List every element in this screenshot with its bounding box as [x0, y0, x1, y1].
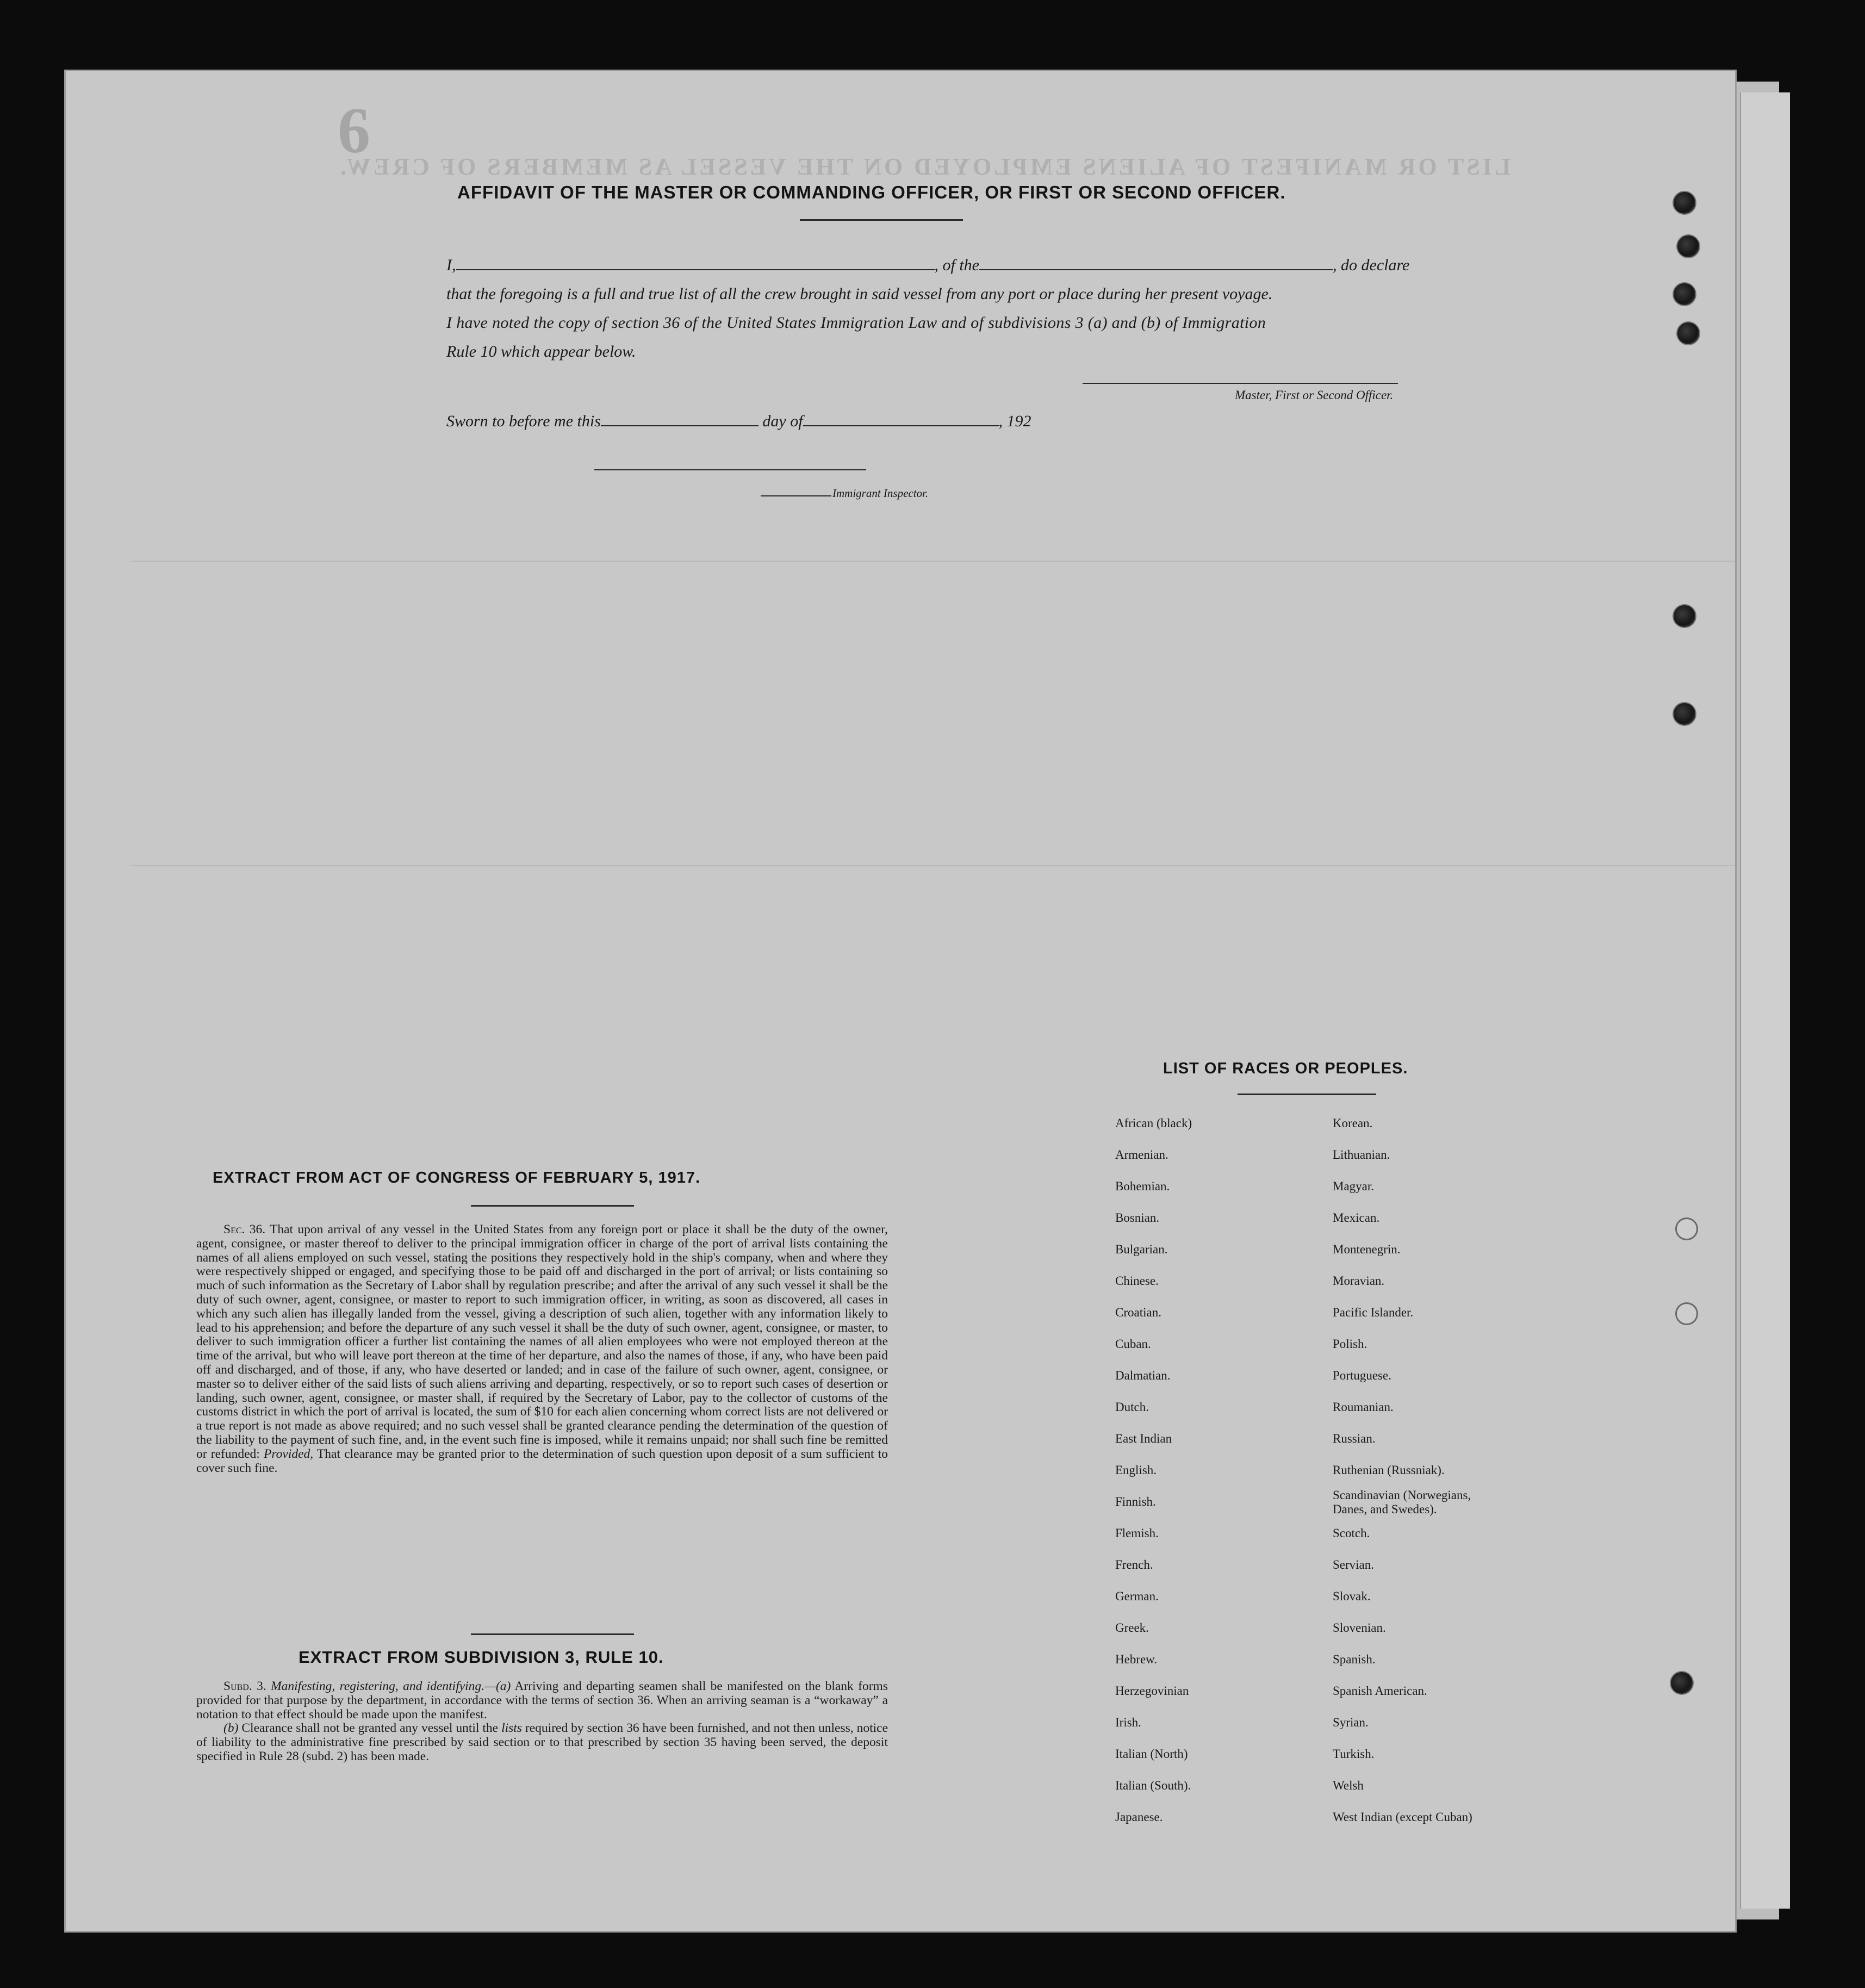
- race-item: Moravian.: [1333, 1274, 1385, 1288]
- inspector-signature-line-short: [761, 495, 831, 496]
- sworn-day-field[interactable]: [601, 425, 759, 426]
- punch-hole: [1670, 1671, 1694, 1695]
- race-item: Ruthenian (Russniak).: [1333, 1463, 1445, 1477]
- punch-hole: [1676, 234, 1700, 258]
- race-item: Greek.: [1115, 1621, 1149, 1635]
- punch-hole-ring: [1675, 1302, 1698, 1325]
- race-item: Mexican.: [1333, 1211, 1380, 1225]
- bleed-through-rule: [131, 865, 1737, 866]
- inspector-signature-line[interactable]: [594, 469, 866, 470]
- races-title: LIST OF RACES OR PEOPLES.: [1163, 1060, 1408, 1077]
- affidavit-i-label: I,: [446, 256, 456, 274]
- race-item: West Indian (except Cuban): [1333, 1810, 1472, 1824]
- back-sheet-edge-inner: [1740, 92, 1790, 1909]
- affidavit-title-rule: [800, 219, 963, 221]
- race-item: Spanish.: [1333, 1652, 1376, 1666]
- race-item: Portuguese.: [1333, 1369, 1391, 1382]
- race-item: Bohemian.: [1115, 1179, 1170, 1193]
- affidavit-line-1: [446, 256, 1409, 275]
- race-item: Welsh: [1333, 1779, 1364, 1792]
- race-item: Spanish American.: [1333, 1684, 1427, 1698]
- race-item: Dalmatian.: [1115, 1369, 1171, 1382]
- race-item: Italian (South).: [1115, 1779, 1191, 1792]
- year-label: , 192: [998, 412, 1031, 430]
- extract-rule-title: EXTRACT FROM SUBDIVISION 3, RULE 10.: [299, 1648, 664, 1667]
- manifest-page: [64, 70, 1737, 1933]
- race-item: French.: [1115, 1558, 1153, 1571]
- race-item: Chinese.: [1115, 1274, 1159, 1288]
- race-item: Finnish.: [1115, 1495, 1156, 1508]
- race-item: East Indian: [1115, 1432, 1172, 1445]
- provided-label: Provided,: [263, 1446, 314, 1461]
- affidavit-line-4: Rule 10 which appear below.: [446, 343, 636, 361]
- punch-hole: [1673, 191, 1696, 215]
- affidavit-line-3: I have noted the copy of section 36 of the United States Immigration Law and of subdivisions 3 (a) and (b) of Immigration: [446, 314, 1266, 332]
- race-item: Croatian.: [1115, 1306, 1161, 1319]
- master-name-field[interactable]: [456, 269, 935, 270]
- affidavit-do-declare: , do declare: [1333, 256, 1410, 274]
- race-item: Slovak.: [1333, 1589, 1371, 1603]
- subd-label: Subd. 3.: [223, 1679, 266, 1693]
- race-item: Herzegovinian: [1115, 1684, 1189, 1698]
- sworn-line: [446, 412, 1031, 431]
- extract-act-text: [196, 1223, 888, 1475]
- race-item: Flemish.: [1115, 1526, 1159, 1540]
- extract-act-title: EXTRACT FROM ACT OF CONGRESS OF FEBRUARY 5, 1917.: [213, 1169, 701, 1186]
- affidavit-of-the-label: , of the: [934, 256, 979, 274]
- races-right-column: [1333, 1108, 1550, 1833]
- race-item: Roumanian.: [1333, 1400, 1394, 1414]
- race-item: Dutch.: [1115, 1400, 1149, 1414]
- races-left-column: [1115, 1108, 1311, 1833]
- race-item: Turkish.: [1333, 1747, 1375, 1761]
- race-item: Italian (North): [1115, 1747, 1188, 1761]
- race-item: Bosnian.: [1115, 1211, 1160, 1225]
- sworn-month-field[interactable]: [803, 425, 999, 426]
- punch-hole: [1673, 282, 1696, 306]
- race-item: Irish.: [1115, 1716, 1141, 1729]
- section-label: Sec. 36.: [223, 1222, 266, 1237]
- officer-signature-caption: Master, First or Second Officer.: [1235, 388, 1394, 402]
- race-item: Magyar.: [1333, 1179, 1375, 1193]
- race-item: Russian.: [1333, 1432, 1376, 1445]
- race-item: Scotch.: [1333, 1526, 1370, 1540]
- race-item: Slovenian.: [1333, 1621, 1386, 1635]
- bleed-through-title: LIST OR MANIFEST OF ALIENS EMPLOYED ON THE VESSEL AS MEMBERS OF CREW.: [338, 153, 1511, 180]
- para-b-label: (b): [223, 1721, 239, 1736]
- punch-hole: [1676, 321, 1700, 345]
- race-item: German.: [1115, 1589, 1159, 1603]
- race-item: Japanese.: [1115, 1810, 1163, 1824]
- officer-signature-line[interactable]: [1083, 383, 1398, 384]
- bleed-through-rule: [131, 561, 1737, 562]
- race-item: Lithuanian.: [1333, 1148, 1390, 1161]
- extract-rule-text: [196, 1680, 888, 1764]
- sworn-label: Sworn to before me this: [446, 412, 601, 430]
- race-item: Servian.: [1333, 1558, 1375, 1571]
- bleed-through-stamp: 6: [338, 94, 370, 166]
- day-of-label: day of: [762, 412, 803, 430]
- race-item: Cuban.: [1115, 1337, 1151, 1351]
- subd-heading: Manifesting, registering, and identifying.: [271, 1679, 485, 1693]
- affidavit-title: AFFIDAVIT OF THE MASTER OR COMMANDING OFFICER, OR FIRST OR SECOND OFFICER.: [457, 182, 1286, 202]
- race-item: Armenian.: [1115, 1148, 1168, 1161]
- para-a-label: —(a): [484, 1679, 511, 1693]
- race-item: Scandinavian (Norwegians, Danes, and Swedes).: [1333, 1488, 1471, 1516]
- para-b-lists: lists: [501, 1721, 522, 1736]
- extract-act-rule: [471, 1205, 634, 1207]
- race-item: Korean.: [1333, 1116, 1373, 1130]
- races-title-rule: [1238, 1094, 1376, 1095]
- punch-hole: [1673, 604, 1696, 628]
- race-item: Polish.: [1333, 1337, 1367, 1351]
- para-b-text-2: required by section 36 have been furnished, and not then unless, notice of liability to the administrative fine prescribed by said section or to that prescribed by section 35 having been served, the deposit specified in Rule 28 (subd. 2) has been made.: [196, 1721, 888, 1763]
- inspector-caption: Immigrant Inspector.: [832, 487, 929, 500]
- provided-text: That clearance may be granted prior to the determination of such question upon deposit of a sum sufficient to cover such fine.: [196, 1446, 888, 1475]
- para-a-text: Arriving and departing seamen shall be manifested on the blank forms provided for that purpose by the department, in accordance with the terms of section 36. When an arriving seaman is a “workaway” a notation to that effect should be made upon the manifest.: [196, 1679, 888, 1722]
- race-item: English.: [1115, 1463, 1157, 1477]
- race-item: Bulgarian.: [1115, 1242, 1168, 1256]
- punch-hole: [1673, 702, 1696, 726]
- race-item: Pacific Islander.: [1333, 1306, 1414, 1319]
- affidavit-line-2: that the foregoing is a full and true list of all the crew brought in said vessel from any port or place during her present voyage.: [446, 285, 1273, 303]
- race-item: Hebrew.: [1115, 1652, 1158, 1666]
- para-b-text-1: Clearance shall not be granted any vessel until the: [241, 1721, 499, 1736]
- vessel-name-field[interactable]: [979, 269, 1333, 270]
- race-item: Montenegrin.: [1333, 1242, 1401, 1256]
- extract-act-end-rule: [471, 1633, 634, 1635]
- race-item: Syrian.: [1333, 1716, 1369, 1729]
- race-item: African (black): [1115, 1116, 1192, 1130]
- punch-hole-ring: [1675, 1217, 1698, 1240]
- section-36-text: That upon arrival of any vessel in the United States from any foreign port or place it shall be the duty of the owner, agent, consignee, or master thereof to deliver to the principal immigration officer in charge of the port of arrival lists containing the names of all aliens employed on such vessel, stating the positions they respectively hold in the ship's company, when and where they were respectively shipped or engaged, and specifying those to be paid off and discharged in the port of arrival; or lists containing so much of such information as the Secretary of Labor shall by regulation prescribe; and after the arrival of any such vessel it shall be the duty of such owner, agent, consignee, or master to report to such immigration officer, in writing, as soon as discovered, all cases in which any such alien has illegally landed from the vessel, giving a description of such alien, together with any information likely to lead to his apprehension; and before the departure of any such vessel it shall be the duty of such owner, agent, consignee, or master, to deliver to such immigration officer a further list containing the names of all alien employees who were not employed thereon at the time of the arrival, but who will leave port thereon at the time of her departure, and also the names of those, if any, who have been paid off and discharged, and of those, if any, who have deserted or landed; and in case of the failure of such owner, agent, consignee, or master so to deliver either of the said lists of such aliens arriving and departing, respectively, or so to report such cases of desertion or landing, such owner, agent, consignee, or master shall, if required by the Secretary of Labor, pay to the collector of customs of the customs district in which the port of arrival is located, the sum of $10 for each alien concerning whom correct lists are not delivered or a true report is not made as above required; and no such vessel shall be granted clearance pending the determination of the question of the liability to the payment of such fine, and, in the event such fine is imposed, while it remains unpaid; nor shall such fine be remitted or refunded:: [196, 1222, 888, 1461]
